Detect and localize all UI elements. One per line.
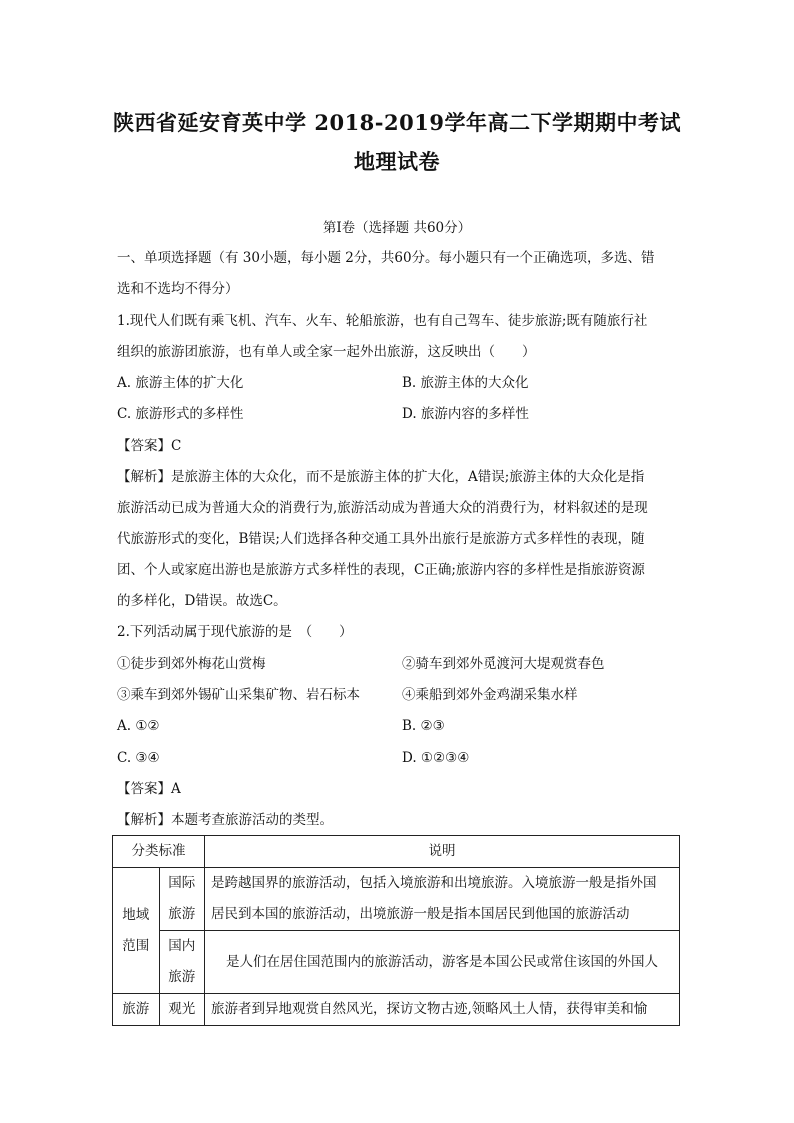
table-desc-international-line1: 是跨越国界的旅游活动，包括入境旅游和出境旅游。入境旅游一般是指外国	[211, 875, 657, 891]
q2-analysis: 【解析】本题考查旅游活动的类型。	[117, 812, 333, 828]
table-header-category: 分类标准	[113, 836, 205, 868]
table-sub-sightseeing: 观光	[159, 994, 205, 1026]
q1-analysis-line5: 的多样化，D错误。故选C。	[117, 593, 287, 609]
table-group-region	[113, 868, 160, 994]
q1-analysis-line2: 旅游活动已成为普通大众的消费行为,旅游活动成为普通大众的消费行为，材料叙述的是现	[117, 500, 648, 516]
q2-item3: ③乘车到郊外锡矿山采集矿物、岩石标本	[117, 687, 360, 703]
section-heading: 第Ⅰ卷（选择题 共60分）	[322, 220, 472, 236]
table-desc-sightseeing: 旅游者到异地观赏自然风光，探访文物古迹,领略风土人情，获得审美和愉	[205, 994, 680, 1026]
q2-item1: ①徒步到郊外梅花山赏梅	[117, 656, 266, 672]
exam-subtitle: 地理试卷	[354, 149, 440, 174]
table-header-row	[113, 836, 680, 868]
exam-title: 陕西省延安育英中学 2018-2019学年高二下学期期中考试	[113, 110, 681, 135]
table-group-tourism: 旅游	[113, 994, 160, 1026]
q1-analysis-line3: 代旅游形式的变化，B错误;人们选择各种交通工具外出旅行是旅游方式多样性的表现，随	[117, 531, 645, 547]
table-group-region-line2: 范围	[122, 937, 150, 954]
table-desc-domestic: 是人们在居住国范围内的旅游活动，游客是本国公民或常住该国的外国人	[205, 931, 680, 994]
table-sub-international-line1: 国际	[168, 875, 196, 891]
q1-analysis-line1: 【解析】是旅游主体的大众化，而不是旅游主体的扩大化，A错误;旅游主体的大众化是指	[117, 469, 645, 485]
q1-stem-line2: 组织的旅游团旅游，也有单人或全家一起外出旅游，这反映出（ ）	[117, 344, 536, 360]
table-sub-international-line2: 旅游	[168, 906, 196, 922]
q1-option-a: A. 旅游主体的扩大化	[117, 375, 244, 391]
section-instruction-line2: 选和不选均不得分）	[117, 281, 239, 297]
q2-option-a: A. ①②	[117, 718, 160, 734]
q2-option-d: D. ①②③④	[402, 750, 470, 766]
table-sub-domestic-line1: 国内	[168, 938, 196, 954]
q1-option-c: C. 旅游形式的多样性	[117, 406, 244, 422]
table-sub-domestic	[159, 931, 205, 994]
table-group-region-line1: 地域	[122, 906, 150, 923]
q1-answer: 【答案】C	[117, 438, 182, 454]
table-desc-international-line2: 居民到本国的旅游活动，出境旅游一般是指本国居民到他国的旅游活动	[211, 906, 630, 922]
q2-option-b: B. ②③	[402, 718, 445, 734]
table-row	[113, 931, 680, 994]
table-sub-international	[159, 868, 205, 931]
q2-option-c: C. ③④	[117, 750, 160, 766]
section-instruction-line1: 一、单项选择题（有 30小题，每小题 2分，共60分。每小题只有一个正确选项，多选、错	[117, 250, 655, 266]
q1-option-d: D. 旅游内容的多样性	[402, 406, 529, 422]
q2-item4: ④乘船到郊外金鸡湖采集水样	[402, 687, 578, 703]
table-row	[113, 994, 680, 1026]
q1-stem-line1: 1.现代人们既有乘飞机、汽车、火车、轮船旅游，也有自己驾车、徒步旅游;既有随旅行社	[117, 313, 648, 329]
table-sub-domestic-line2: 旅游	[168, 969, 196, 985]
q2-answer: 【答案】A	[117, 781, 181, 797]
table-desc-international	[205, 868, 680, 931]
q2-stem: 2.下列活动属于现代旅游的是 （ ）	[117, 624, 353, 640]
q1-analysis-line4: 团、个人或家庭出游也是旅游方式多样性的表现，C正确;旅游内容的多样性是指旅游资源	[117, 562, 645, 578]
tourism-type-table	[112, 835, 680, 1026]
q1-option-b: B. 旅游主体的大众化	[402, 375, 529, 391]
q2-item2: ②骑车到郊外觅渡河大堤观赏春色	[402, 656, 605, 672]
table-row	[113, 868, 680, 931]
table-header-description: 说明	[205, 836, 680, 868]
